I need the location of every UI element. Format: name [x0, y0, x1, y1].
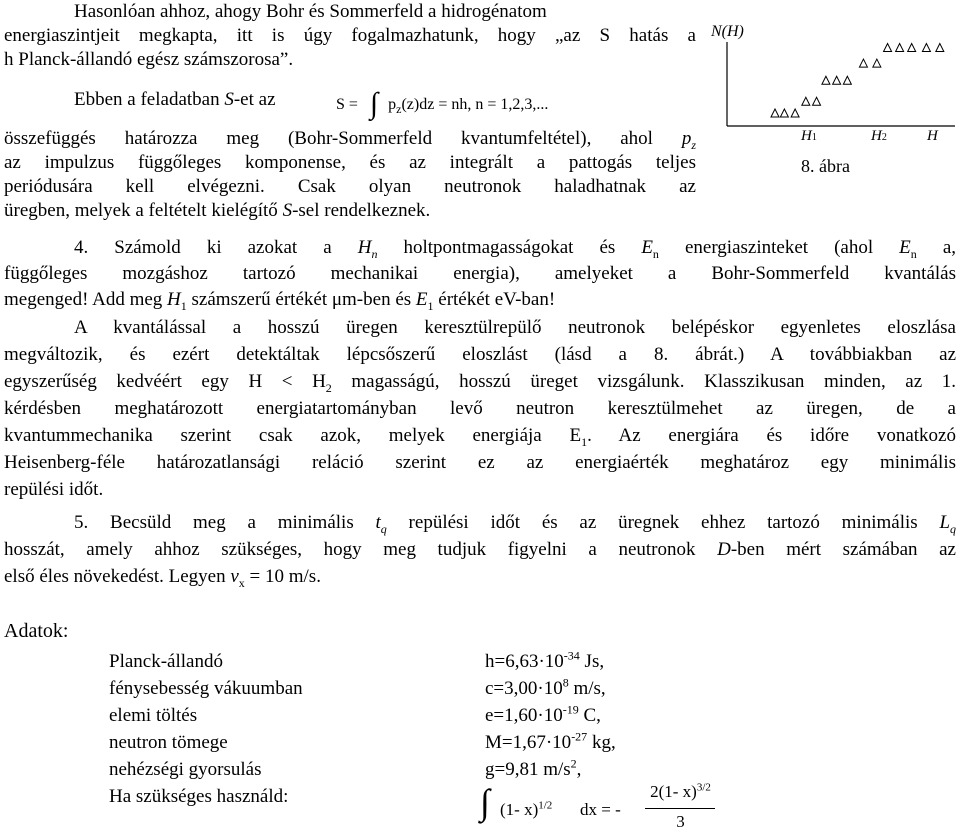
para-line-5: kvantummechanika szerint csak azok, melyek energiája $E_1$. Az energiára és időre vonatkozó	[4, 425, 956, 449]
intro-line-5: összefüggés határozza meg (Bohr-Sommerfeld kvantumfeltétel), ahol $p_z$	[4, 128, 696, 152]
constant-value: g=9,81 $m/s^2$,	[485, 756, 582, 780]
para-line-4: kérdésben meghatározott energiatartományban levő neutron keresztülmehet az üregen, de a	[4, 398, 956, 419]
fraction-bar	[645, 808, 715, 809]
figure-8	[705, 14, 960, 184]
fraction-denominator: 3	[676, 812, 685, 831]
q4-line-3: megenged! Add meg $H_1$ számszerű értékét μm-ben és $E_1$ értékét eV-ban!	[4, 289, 556, 313]
intro-line-8: üregben, melyek a feltételt kielégítő S-sel rendelkeznek.	[4, 200, 431, 221]
x-tick-h1: H1	[801, 128, 817, 144]
data-point-triangle	[771, 109, 779, 117]
constant-label: fénysebesség vákuumban	[109, 678, 303, 699]
para-line-7: repülési időt.	[4, 479, 104, 500]
q5-line-3: első éles növekedést. Legyen $v_x = 10$ m/s.	[4, 566, 321, 590]
constant-value: $M=1,67\cdot 10^{-27}$ kg,	[485, 729, 616, 753]
y-axis-label: N(H)	[711, 23, 744, 40]
intro-line-2: energiaszintjeit megkapta, itt is úgy fogalmazhatunk, hogy „az S hatás a	[4, 25, 696, 46]
constant-value: $h=6,63\cdot 10^{-34}$ Js,	[485, 648, 605, 672]
q5-line-2: hosszát, amely ahhoz szükséges, hogy meg tudjuk figyelni a neutronok D-ben mért számában az	[4, 539, 956, 560]
constant-label: Planck-állandó	[109, 651, 223, 672]
intro-line-6: az impulzus függőleges komponense, és az integrált a pattogás teljes	[4, 152, 696, 173]
constant-label: elemi töltés	[109, 705, 198, 726]
fraction-numerator: 2(1- x)$^{3/2}$	[650, 781, 711, 801]
data-point-triangle	[843, 76, 851, 84]
para-line-2: megváltozik, és ezért detektáltak lépcsőszerű eloszlást (lásd a 8. ábrát.) A továbbiakban az	[4, 344, 956, 365]
q4-line-2: függőleges mozgáshoz tartozó mechanikai energia), amelyeket a Bohr-Sommerfeld kvantálás	[4, 263, 956, 284]
integrand: (1- x)$^{1/2}$	[500, 799, 553, 819]
data-point-triangle	[936, 43, 944, 51]
constant-value: $e=1,60\cdot 10^{-19}$ C,	[485, 702, 601, 726]
integral-dx: dx = -	[580, 800, 621, 819]
data-point-triangle	[780, 109, 788, 117]
intro-line-4: Ebben a feladatban S-et az	[74, 89, 276, 110]
data-point-triangle	[922, 43, 930, 51]
intro-line-3: h Planck-állandó egész számszorosa”.	[4, 49, 294, 70]
para-line-1: A kvantálással a hosszú üregen keresztülrepülő neutronok belépéskor egyenletes eloszlása	[74, 317, 956, 338]
q4-line-1: 4. Számold ki azokat a $H_n$ holtpontmagasságokat és $E_n$ energiaszinteket (ahol $E_n$ a,	[74, 237, 957, 261]
integral-hint	[480, 780, 720, 834]
hint-label: Ha szükséges használd:	[109, 786, 289, 807]
data-point-triangle	[802, 97, 810, 105]
data-point-triangle	[813, 97, 821, 105]
data-point-triangle	[908, 43, 916, 51]
constant-label: neutron tömege	[109, 732, 228, 753]
q5-line-1: 5. Becsüld meg a minimális $t_q$ repülési időt és az üregnek ehhez tartozó minimális $L_q$	[74, 512, 957, 536]
integral-sign: ∫	[369, 87, 379, 120]
data-point-triangle	[822, 76, 830, 84]
data-point-triangle	[833, 76, 841, 84]
data-point-triangle	[896, 43, 904, 51]
para-line-3: egyszerűség kedvéért egy $H < H_2$ magasságú, hosszú üreget vizsgálunk. Klasszikusan minden, az 1.	[4, 371, 957, 395]
figure-caption: 8. ábra	[801, 156, 850, 176]
data-point-triangle	[791, 109, 799, 117]
data-heading: Adatok:	[4, 620, 69, 642]
x-tick-h2: H2	[871, 128, 887, 144]
data-point-triangle	[884, 43, 892, 51]
data-point-triangle	[873, 59, 881, 67]
constant-label: nehézségi gyorsulás	[109, 759, 262, 780]
x-tick-h: H	[927, 128, 938, 144]
integral-sign: ∫	[480, 782, 490, 822]
para-line-6: Heisenberg-féle határozatlansági reláció szerint ez az energiaérték meghatároz egy minimális	[4, 452, 956, 473]
intro-line-7: periódusára kell elvégezni. Csak olyan neutronok haladhatnak az	[4, 176, 696, 197]
constant-value: $c=3,00\cdot 10^8$ m/s,	[485, 675, 606, 699]
intro-line-1: Hasonlóan ahhoz, ahogy Bohr és Sommerfeld a hidrogénatom	[74, 1, 547, 22]
bohr-sommerfeld-formula: S = ∫ $p_z(z)dz$ = nh, n = 1,2,3,...	[336, 87, 549, 120]
data-point-triangle	[859, 59, 867, 67]
data-points	[771, 43, 944, 117]
